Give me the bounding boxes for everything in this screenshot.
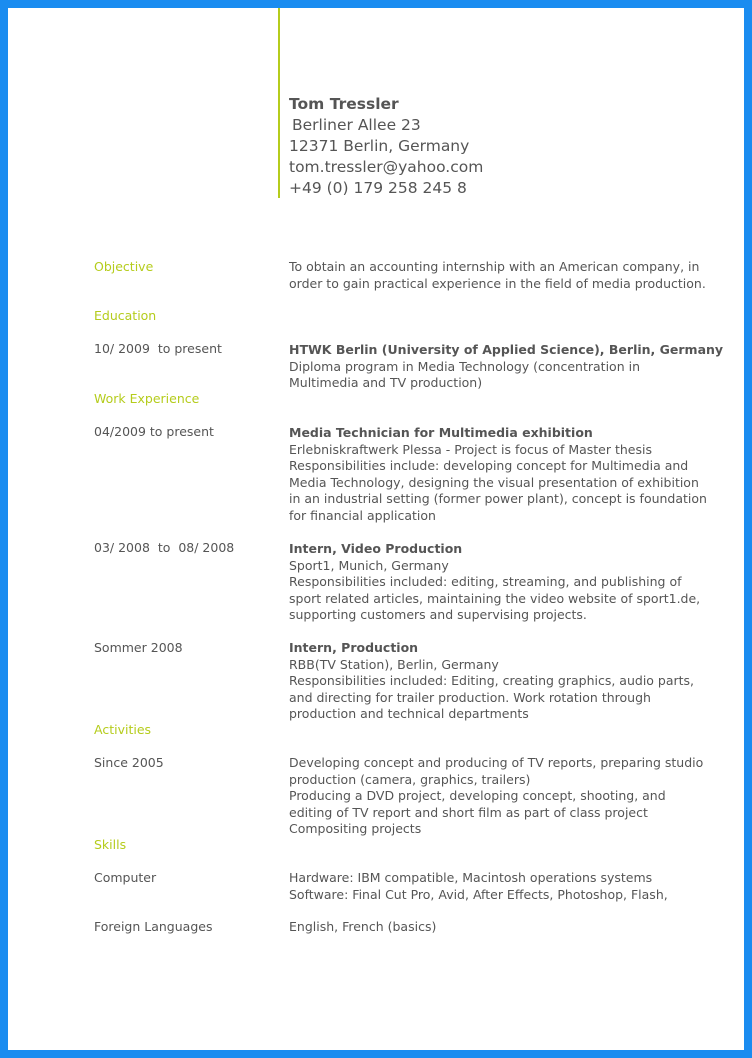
job-line: Erlebniskraftwerk Plessa - Project is focus of Master thesis bbox=[289, 441, 652, 457]
activities-line: Producing a DVD project, developing concept, shooting, and bbox=[289, 788, 666, 803]
activities-line: production (camera, graphics, trailers) bbox=[289, 771, 531, 787]
activities-line: Compositing projects bbox=[289, 821, 422, 836]
job-entry bbox=[289, 425, 707, 524]
job-line: Responsibilities included: Editing, creating graphics, audio parts, bbox=[289, 673, 695, 688]
job-date: 04/2009 to present bbox=[94, 424, 214, 439]
header-divider bbox=[278, 8, 280, 198]
job-line: RBB(TV Station), Berlin, Germany bbox=[289, 656, 499, 672]
education-entry bbox=[289, 342, 724, 392]
job-date: Sommer 2008 bbox=[94, 640, 183, 655]
job-line: and directing for trailer production. Work rotation through bbox=[289, 689, 651, 705]
skills-line: Hardware: IBM compatible, Macintosh operations systems bbox=[289, 870, 653, 885]
job-line: supporting customers and supervising projects. bbox=[289, 607, 587, 622]
skills-languages-entry bbox=[289, 919, 679, 936]
skills-computer-entry bbox=[289, 870, 679, 903]
contact-header bbox=[289, 94, 483, 199]
job-entry bbox=[289, 640, 695, 723]
objective-line: order to gain practical experience in the field of media production. bbox=[289, 275, 706, 291]
skills-line: Software: Final Cut Pro, Avid, After Effects, Photoshop, Flash, bbox=[289, 886, 668, 902]
activities-entry bbox=[289, 755, 704, 838]
skills-languages-label: Foreign Languages bbox=[94, 919, 213, 934]
objective-line: To obtain an accounting internship with an American company, in bbox=[289, 259, 700, 274]
job-line: Sport1, Munich, Germany bbox=[289, 557, 449, 573]
section-label-education: Education bbox=[94, 308, 157, 323]
job-line: for financial application bbox=[289, 507, 436, 523]
education-date: 10/ 2009 to present bbox=[94, 341, 222, 356]
applicant-name: Tom Tressler bbox=[289, 95, 399, 113]
education-line: Multimedia and TV production) bbox=[289, 375, 483, 390]
job-line: Responsibilities included: editing, streaming, and publishing of bbox=[289, 574, 682, 589]
education-line: Diploma program in Media Technology (concentration in bbox=[289, 358, 640, 374]
job-line: in an industrial setting (former power plant), concept is foundation bbox=[289, 491, 707, 506]
street-address: Berliner Allee 23 bbox=[292, 116, 421, 134]
activities-line: editing of TV report and short film as part of class project bbox=[289, 804, 648, 820]
skills-computer-label: Computer bbox=[94, 870, 157, 885]
city-address: 12371 Berlin, Germany bbox=[289, 137, 470, 155]
section-label-work-experience: Work Experience bbox=[94, 391, 200, 406]
education-title: HTWK Berlin (University of Applied Science), Berlin, Germany bbox=[289, 342, 724, 357]
section-label-skills: Skills bbox=[94, 837, 127, 852]
job-line: Media Technology, designing the visual presentation of exhibition bbox=[289, 474, 699, 490]
job-line: sport related articles, maintaining the video website of sport1.de, bbox=[289, 590, 701, 606]
skills-line: English, French (basics) bbox=[289, 919, 437, 934]
job-line: Responsibilities include: developing concept for Multimedia and bbox=[289, 458, 689, 473]
job-title: Intern, Video Production bbox=[289, 541, 463, 556]
phone-number: +49 (0) 179 258 245 8 bbox=[289, 179, 467, 197]
activities-line: Developing concept and producing of TV reports, preparing studio bbox=[289, 755, 704, 770]
job-date: 03/ 2008 to 08/ 2008 bbox=[94, 540, 235, 555]
objective-text bbox=[289, 259, 706, 292]
email-address: tom.tressler@yahoo.com bbox=[289, 158, 484, 176]
section-label-objective: Objective bbox=[94, 259, 154, 274]
job-line: production and technical departments bbox=[289, 706, 529, 721]
job-title: Intern, Production bbox=[289, 640, 419, 655]
section-label-activities: Activities bbox=[94, 722, 152, 737]
activities-date: Since 2005 bbox=[94, 755, 164, 770]
job-entry bbox=[289, 541, 701, 624]
job-title: Media Technician for Multimedia exhibition bbox=[289, 425, 593, 440]
